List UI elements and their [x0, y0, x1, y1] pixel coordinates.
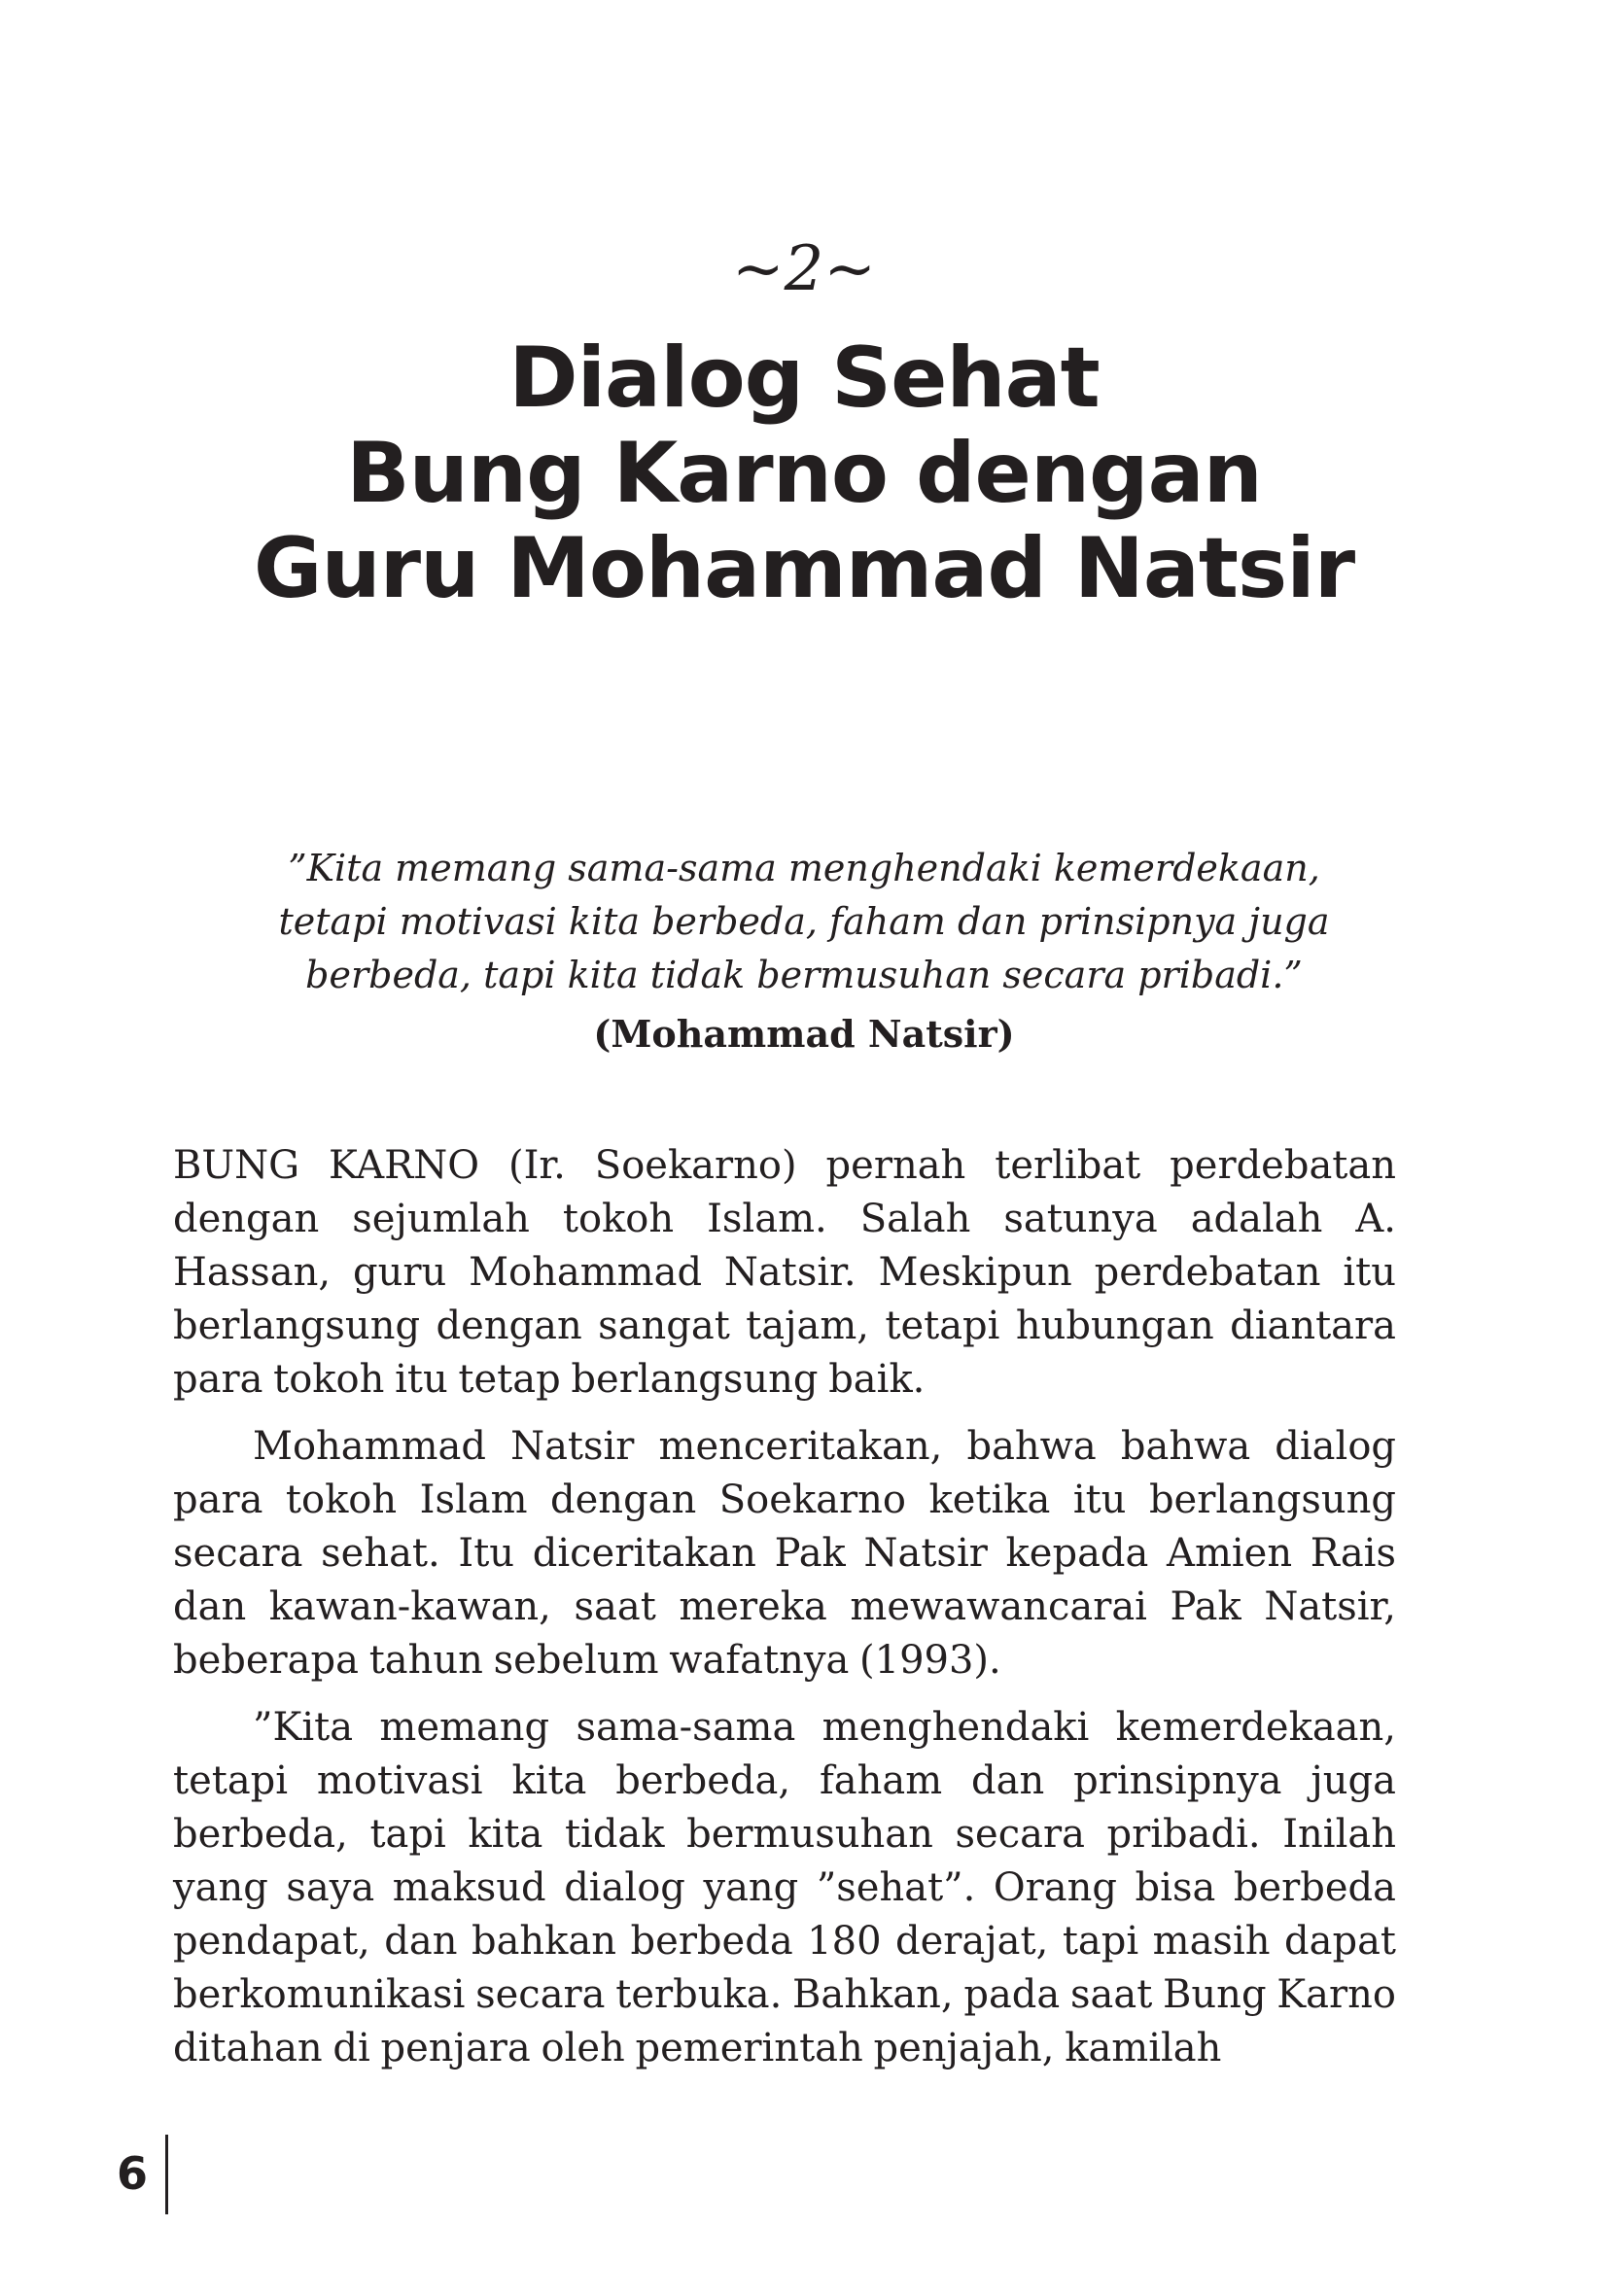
page-number-divider: [165, 2135, 168, 2214]
epigraph-quote: [194, 842, 1414, 1002]
chapter-number: ~2~: [732, 233, 876, 305]
chapter-title-line-2: Bung Karno dengan: [346, 425, 1262, 522]
body-paragraph-2: Mohammad Natsir menceritakan, bahwa bahwa dialog para tokoh Islam dengan Soekarno ketika itu berlangsung secara sehat. Itu diceritakan Pak Natsir kepada Amien Rais dan kawan-kawan, saat mereka mewawancarai Pak Natsir, beberapa tahun sebelum wafatnya (1993).: [173, 1424, 1396, 1683]
body-text: [173, 1139, 1396, 2089]
chapter-title: [194, 330, 1414, 616]
body-paragraph-1: BUNG KARNO (Ir. Soekarno) pernah terlibat perdebatan dengan sejumlah tokoh Islam. Salah satunya adalah A. Hassan, guru Mohammad Natsir. Meskipun perdebatan itu berlangsung dengan sangat tajam, tetapi hubungan diantara para tokoh itu tetap berlangsung baik.: [173, 1143, 1396, 1402]
chapter-title-line-3: Guru Mohammad Natsir: [253, 520, 1355, 617]
body-paragraph-3: ”Kita memang sama-sama menghendaki kemerdekaan, tetapi motivasi kita berbeda, faham dan prinsipnya juga berbeda, tapi kita tidak bermusuhan secara pribadi. Inilah yang saya maksud dialog yang ”sehat”. Orang bisa berbeda pendapat, dan bahkan berbeda 180 derajat, tapi masih dapat berkomunikasi secara terbuka. Bahkan, pada saat Bung Karno ditahan di penjara oleh pemerintah penjajah, kamilah: [173, 1705, 1396, 2070]
page-number: 6: [117, 2147, 149, 2200]
epigraph-line-1: ”Kita memang sama-sama menghendaki kemerdekaan,: [288, 847, 1320, 889]
epigraph-source: (Mohammad Natsir): [593, 1012, 1015, 1056]
epigraph-line-2: tetapi motivasi kita berbeda, faham dan prinsipnya juga: [278, 900, 1330, 943]
epigraph-line-3: berbeda, tapi kita tidak bermusuhan secara pribadi.”: [305, 954, 1303, 996]
chapter-title-line-1: Dialog Sehat: [508, 330, 1100, 427]
